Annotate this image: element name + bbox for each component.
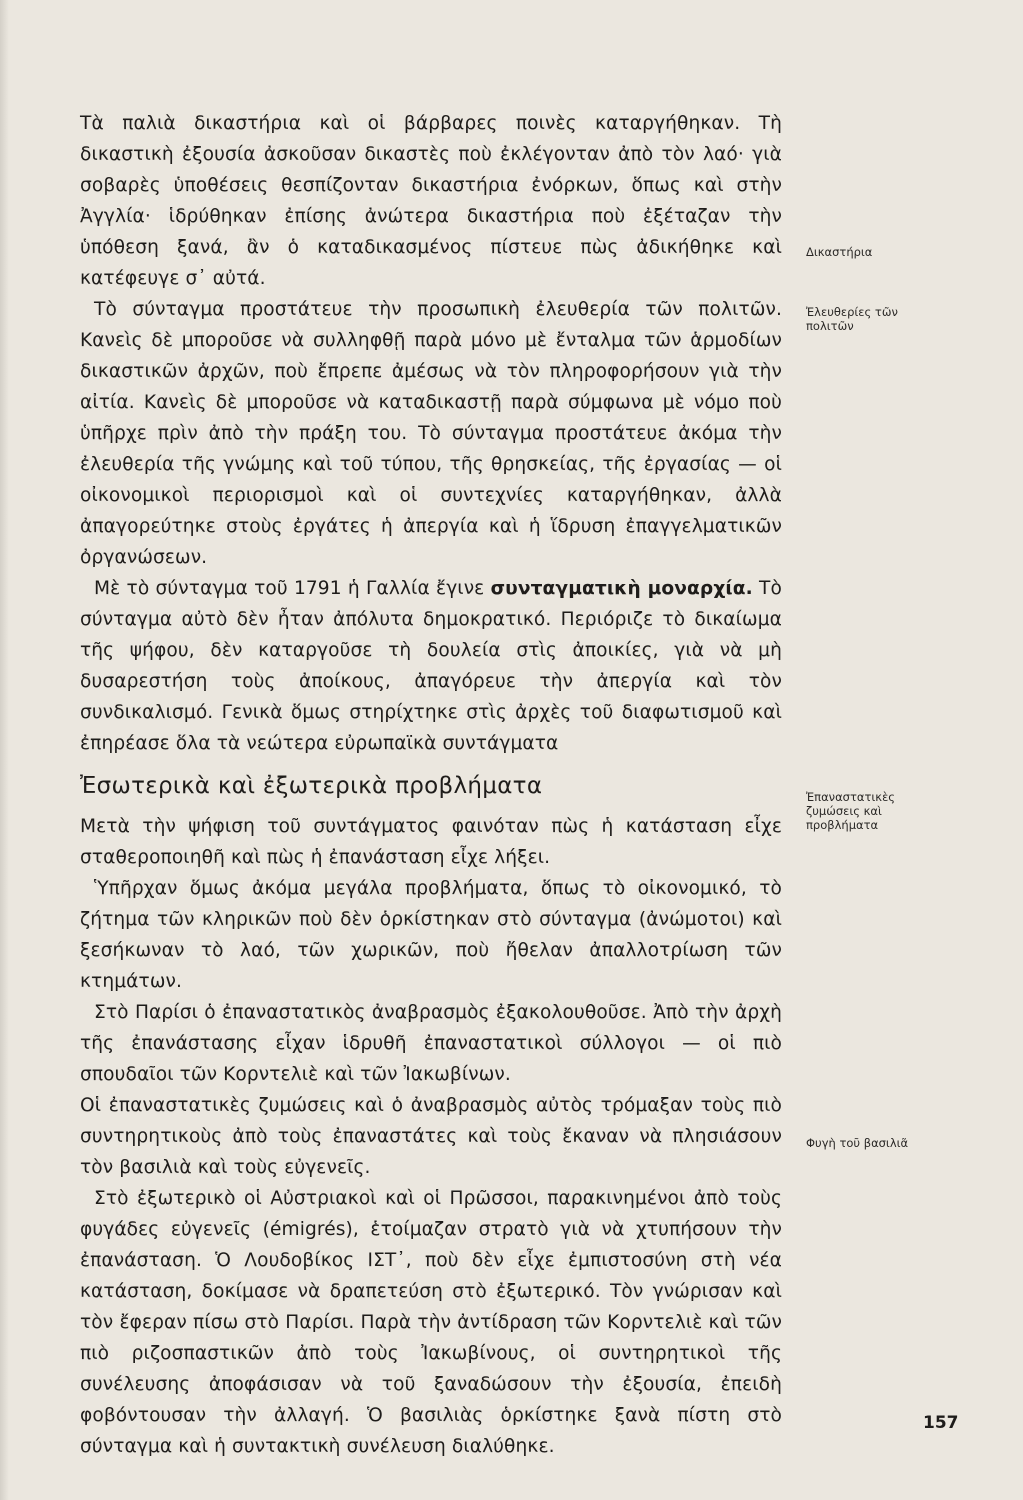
paragraph-king-flight: Στὸ ἐξωτερικὸ οἱ Αὐστριακοὶ καὶ οἱ Πρῶσσοι, παρακινημένοι ἀπὸ τοὺς φυγάδες εὐγενεῖς (émigrés), ἑτοίμαζαν στρατὸ γιὰ νὰ χτυπήσουν τὴν ἐπανάσταση. Ὁ Λουδοβίκος ΙΣΤ᾽, ποὺ δὲν εἶχε ἐμπιστοσύνη στὴ νέα κατάσταση, δοκίμασε νὰ δραπετεύση στὸ ἐξωτερικό. Τὸν γνώρισαν καὶ τὸν ἔφεραν πίσω στὸ Παρίσι. Παρὰ τὴν ἀντίδραση τῶν Κορντελιὲ καὶ τῶν πιὸ ριζοσπαστικῶν ἀπὸ τοὺς Ἰακωβίνους, οἱ συντηρητικοὶ τῆς συνέλευσης ἀποφάσισαν νὰ τοῦ ξαναδώσουν τὴν ἐξουσία, ἐπειδὴ φοβόντουσαν τὴν ἀλλαγή. Ὁ βασιλιὰς ὁρκίστηκε ξανὰ πίστη στὸ σύνταγμα καὶ ἡ συντακτικὴ συνέλευση διαλύθηκε.	[80, 1188, 782, 1457]
paragraph-paris-clubs: Στὸ Παρίσι ὁ ἐπαναστατικὸς ἀναβρασμὸς ἐξακολουθοῦσε. Ἀπὸ τὴν ἀρχὴ τῆς ἐπανάστασης εἶχαν ἱδρυθῆ ἐπαναστατικοὶ σύλλογοι — οἱ πιὸ σπουδαῖοι τῶν Κορντελιὲ καὶ τῶν Ἰακωβίνων.	[80, 1002, 782, 1085]
section-heading: Ἐσωτερικὰ καὶ ἐξωτερικὰ προβλήματα	[80, 773, 543, 799]
margin-note-courts: Δικαστήρια	[806, 245, 873, 259]
paragraph-constitution-1791	[80, 573, 782, 759]
constitutional-monarchy-term: συνταγματικὴ μοναρχία.	[490, 578, 753, 599]
margin-note-freedoms: Ἐλευθερίες τῶν πολιτῶν	[806, 305, 898, 333]
page-number: 157	[923, 1413, 959, 1433]
constitution-text-end: Τὸ σύνταγμα αὐτὸ δὲν ἦταν ἀπόλυτα δημοκρατικό. Περιόριζε τὸ δικαίωμα τῆς ψήφου, δὲν καταργοῦσε τὴ δουλεία στὶς ἀποικίες, γιὰ νὰ μὴ δυσαρεστήση τοὺς ἀποίκους, ἀπαγόρευε τὴν ἀπεργία καὶ τὸν συνδικαλισμό. Γενικὰ ὅμως στηρίχτηκε στὶς ἀρχὲς τοῦ διαφωτισμοῦ καὶ ἐπηρέασε ὅλα τὰ νεώτερα εὐρωπαϊκὰ συντάγματα	[80, 578, 782, 754]
margin-note-king-flight: Φυγὴ τοῦ βασιλιᾶ	[806, 1136, 909, 1150]
paragraph-courts: Τὰ παλιὰ δικαστήρια καὶ οἱ βάρβαρες ποινὲς καταργήθηκαν. Τὴ δικαστικὴ ἐξουσία ἀσκοῦσαν δικαστὲς ποὺ ἐκλέγονταν ἀπὸ τὸν λαό· γιὰ σοβαρὲς ὑποθέσεις θεσπίζονταν δικαστήρια ἐνόρκων, ὅπως καὶ στὴν Ἀγγλία· ἱδρύθηκαν ἐπίσης ἀνώτερα δικαστήρια ποὺ ἐξέταζαν τὴν ὑπόθεση ξανά, ἂν ὁ καταδικασμένος πίστευε πὼς ἀδικήθηκε καὶ κατέφευγε σ᾽ αὐτά.	[80, 113, 782, 289]
paragraph-problems: Ὑπῆρχαν ὅμως ἀκόμα μεγάλα προβλήματα, ὅπως τὸ οἰκονομικό, τὸ ζήτημα τῶν κληρικῶν ποὺ δὲν ὁρκίστηκαν στὸ σύνταγμα (ἀνώμοτοι) καὶ ξεσήκωναν τὸ λαό, τῶν χωρικῶν, ποὺ ἤθελαν ἀπαλλοτρίωση τῶν κτημάτων.	[80, 878, 782, 992]
constitution-text-start: Μὲ τὸ σύνταγμα τοῦ 1791 ἡ Γαλλία ἔγινε	[94, 578, 491, 599]
paragraph-conservatives: Οἱ ἐπαναστατικὲς ζυμώσεις καὶ ὁ ἀναβρασμὸς αὐτὸς τρόμαξαν τοὺς πιὸ συντηρητικοὺς ἀπὸ τοὺς ἐπαναστάτες καὶ τοὺς ἔκαναν νὰ πλησιάσουν τὸν βασιλιὰ καὶ τοὺς εὐγενεῖς.	[80, 1095, 782, 1178]
margin-note-revolutionary: Ἐπαναστατικὲς ζυμώσεις καὶ προβλήματα	[806, 790, 896, 832]
paragraph-freedoms: Τὸ σύνταγμα προστάτευε τὴν προσωπικὴ ἐλευθερία τῶν πολιτῶν. Κανεὶς δὲ μποροῦσε νὰ συλληφθῇ παρὰ μόνο μὲ ἔνταλμα τῶν ἁρμοδίων δικαστικῶν ἀρχῶν, ποὺ ἔπρεπε ἀμέσως νὰ τὸν πληροφορήσουν γιὰ τὴν αἰτία. Κανεὶς δὲ μποροῦσε νὰ καταδικαστῇ παρὰ σύμφωνα μὲ νόμο ποὺ ὑπῆρχε πρὶν ἀπὸ τὴν πράξη του. Τὸ σύνταγμα προστάτευε ἀκόμα τὴν ἐλευθερία τῆς γνώμης καὶ τοῦ τύπου, τῆς θρησκείας, τῆς ἐργασίας — οἱ οἰκονομικοὶ περιορισμοὶ καὶ οἱ συντεχνίες καταργήθηκαν, ἀλλὰ ἀπαγορεύτηκε στοὺς ἐργάτες ἡ ἀπεργία καὶ ἡ ἵδρυση ἐπαγγελματικῶν ὀργανώσεων.	[80, 299, 782, 568]
paragraph-stabilization: Μετὰ τὴν ψήφιση τοῦ συντάγματος φαινόταν πὼς ἡ κατάσταση εἶχε σταθεροποιηθῆ καὶ πὼς ἡ ἐπανάσταση εἶχε λήξει.	[80, 816, 782, 868]
main-text	[80, 108, 782, 1462]
page-edge	[0, 0, 9, 1500]
